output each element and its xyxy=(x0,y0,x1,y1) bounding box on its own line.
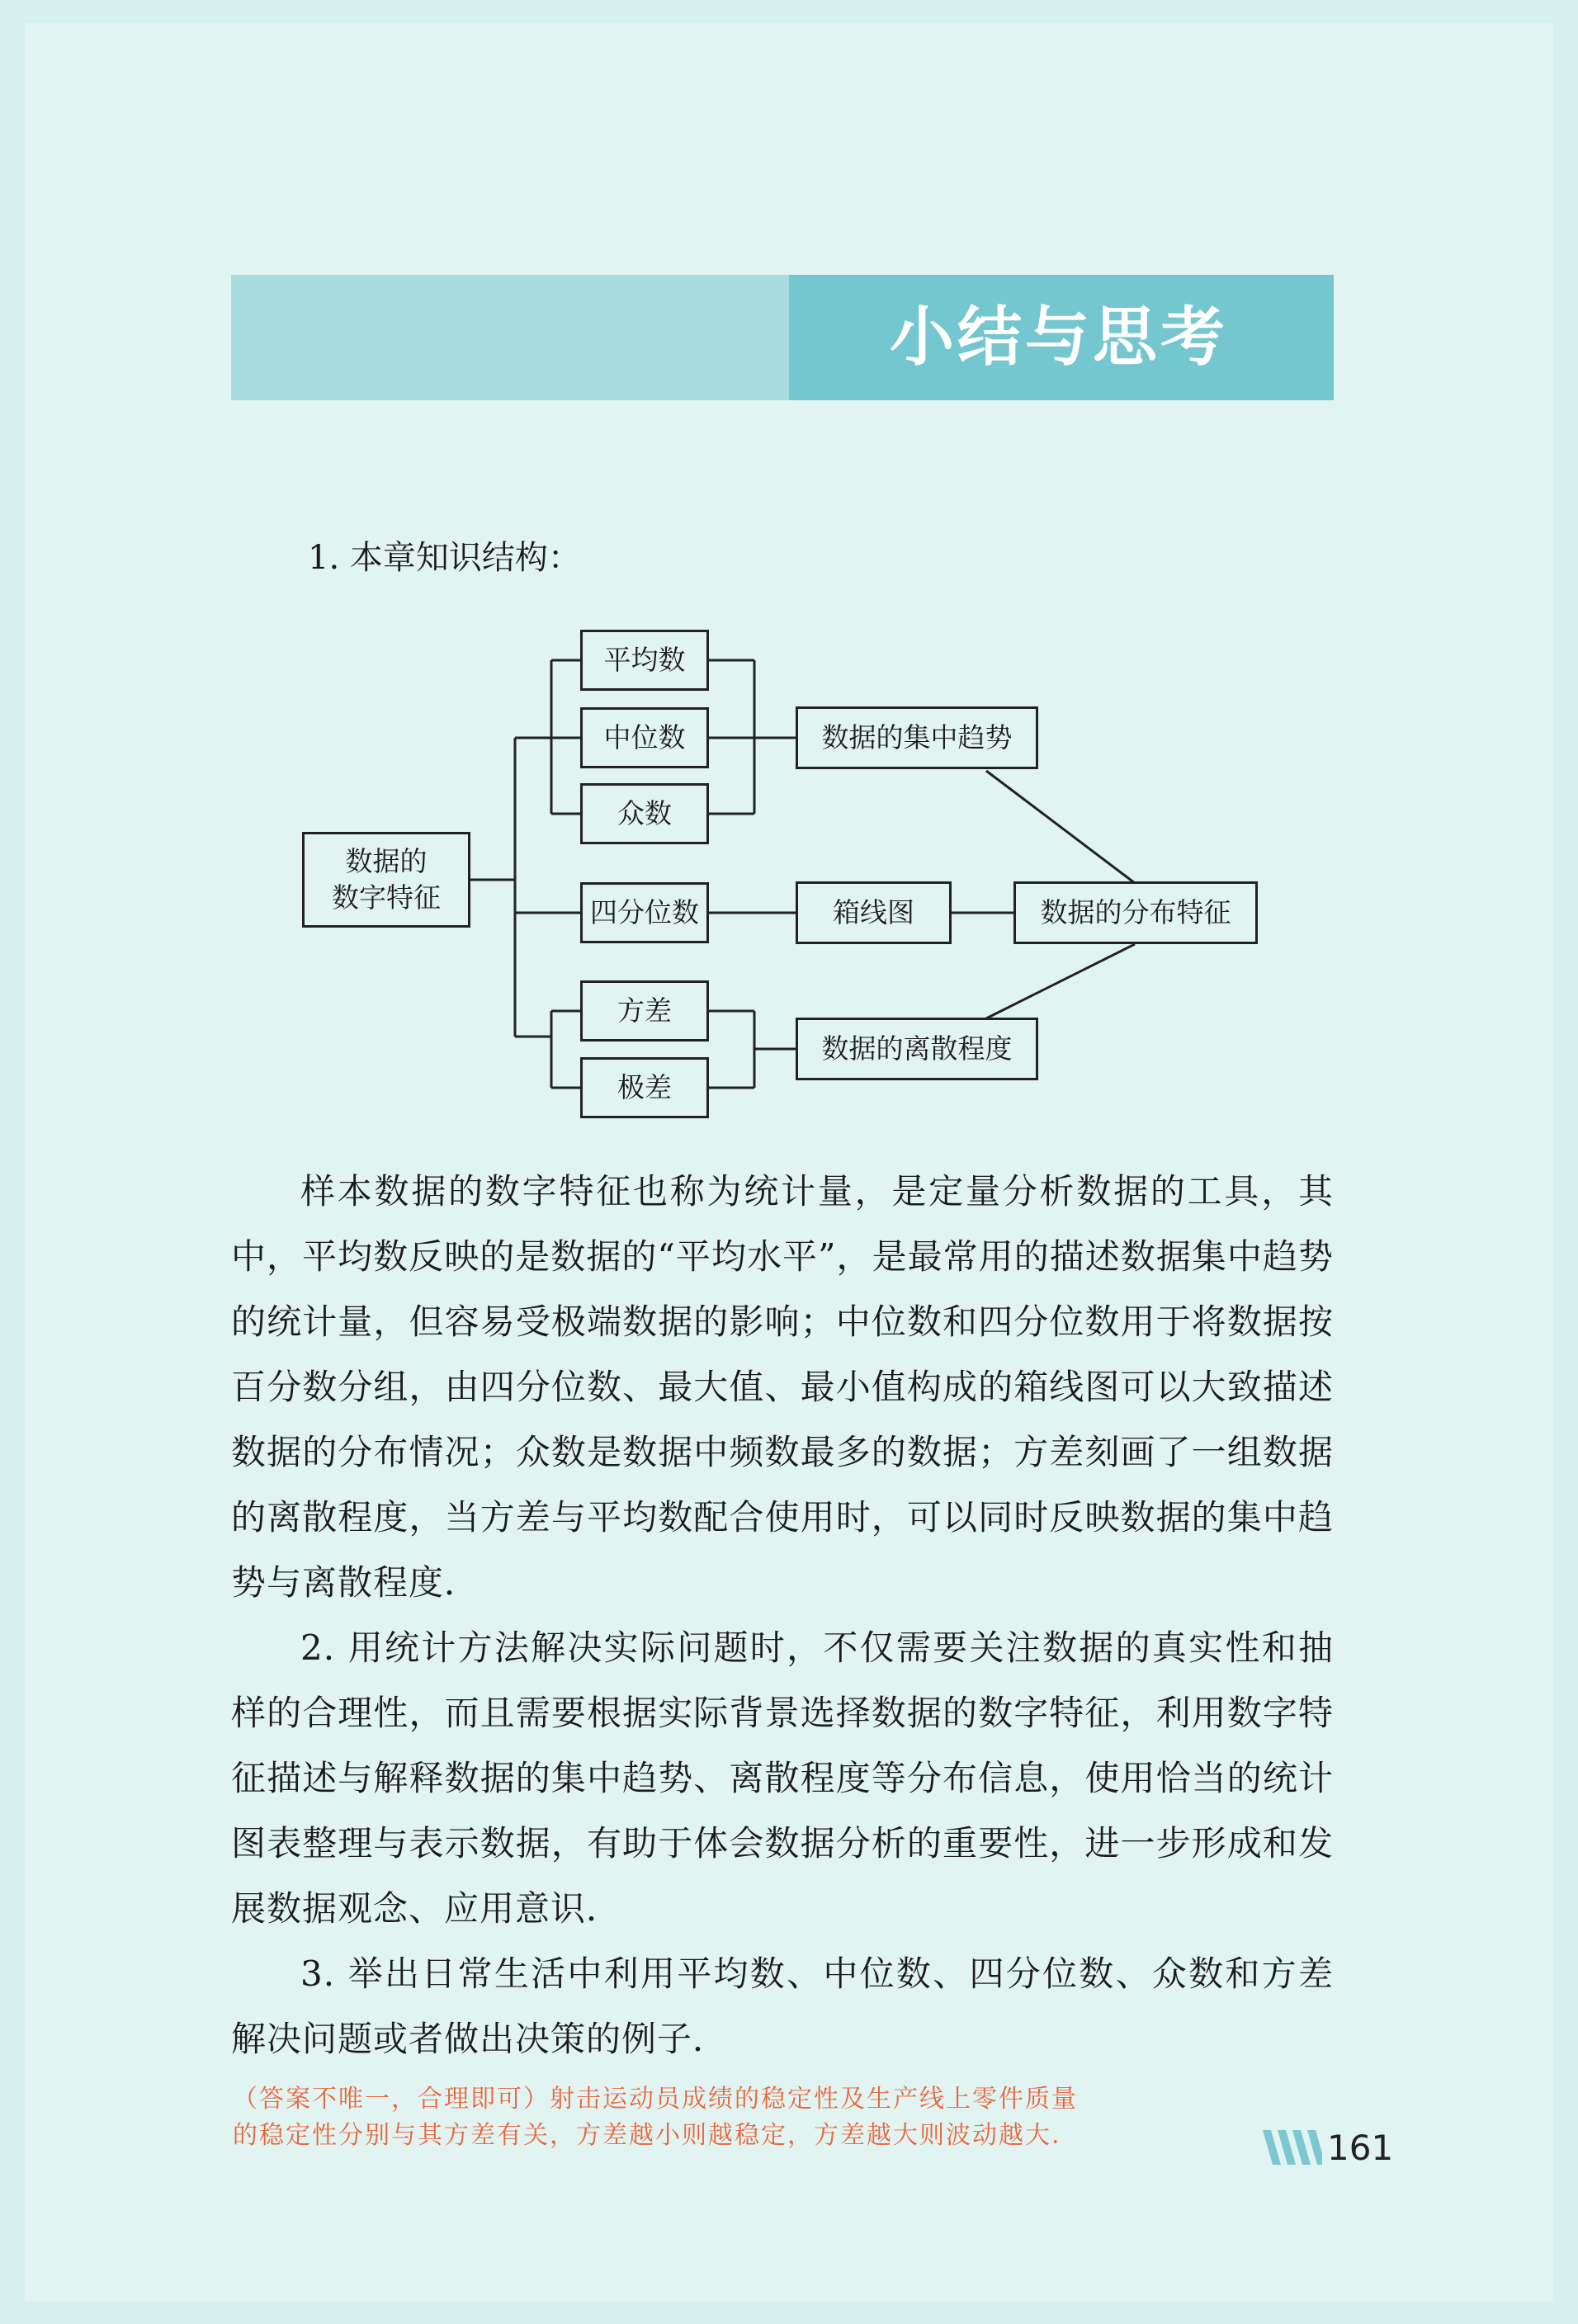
range-node xyxy=(580,1057,709,1118)
digital-features-label: 数据的 数字特征 xyxy=(332,845,441,914)
summary-paragraph xyxy=(231,1159,1334,1615)
answer-line-1: （答案不唯一，合理即可）射击运动员成绩的稳定性及生产线上零件质量 xyxy=(233,2085,1078,2114)
quartile-node xyxy=(580,882,709,943)
title-banner xyxy=(231,275,1334,400)
central-tendency-label: 数据的集中趋势 xyxy=(821,721,1013,753)
paragraph-item-3: 3. 举出日常生活中利用平均数、中位数、四分位数、众数和方差解决问题或者做出决策的例子． xyxy=(231,1953,1334,2059)
mode-node xyxy=(580,783,709,844)
knowledge-structure-heading: 1. 本章知识结构： xyxy=(308,539,581,577)
item-3-paragraph xyxy=(231,1941,1334,2071)
stripes-icon xyxy=(1261,2127,1322,2168)
mean-label: 平均数 xyxy=(603,644,686,676)
boxplot-label: 箱线图 xyxy=(833,896,914,928)
dispersion-node xyxy=(796,1018,1038,1080)
median-label: 中位数 xyxy=(603,721,686,753)
paragraph-item-2: 2. 用统计方法解决实际问题时，不仅需要关注数据的真实性和抽样的合理性，而且需要根据实际背景选择数据的数字特征，利用数字特征描述与解释数据的集中趋势、离散程度等分布信息，使用恰当的统计图表整理与表示数据，有助于体会数据分析的重要性，进一步形成和发展数据观念、应用意识． xyxy=(231,1627,1334,1929)
section-title: 小结与思考 xyxy=(889,300,1228,375)
quartile-label: 四分位数 xyxy=(590,896,699,928)
variance-label: 方差 xyxy=(617,994,672,1027)
page-number-text: 161 xyxy=(1327,2127,1394,2168)
item-2-paragraph xyxy=(231,1615,1334,1941)
range-label: 极差 xyxy=(617,1071,672,1103)
digital-features-node xyxy=(302,832,470,928)
paragraph-statistics: 样本数据的数字特征也称为统计量，是定量分析数据的工具，其中，平均数反映的是数据的“平均水平”，是最常用的描述数据集中趋势的统计量，但容易受极端数据的影响；中位数和四分位数用于将数据按百分数分组，由四分位数、最大值、最小值构成的箱线图可以大致描述数据的分布情况；众数是数据中频数最多的数据；方差刻画了一组数据的离散程度，当方差与平均数配合使用时，可以同时反映数据的集中趋势与离散程度． xyxy=(231,1171,1334,1603)
central-tendency-node xyxy=(796,706,1038,769)
distribution-label: 数据的分布特征 xyxy=(1040,896,1231,928)
answer-line-2: 的稳定性分别与其方差有关，方差越小则越稳定，方差越大则波动越大. xyxy=(233,2121,1061,2150)
boxplot-node xyxy=(796,881,952,944)
mean-node xyxy=(580,630,709,691)
median-node xyxy=(580,707,709,768)
mode-label: 众数 xyxy=(617,797,672,829)
answer-note xyxy=(233,2081,1223,2154)
dispersion-label: 数据的离散程度 xyxy=(821,1032,1013,1065)
distribution-node xyxy=(1013,881,1258,944)
variance-node xyxy=(580,980,709,1042)
page-number xyxy=(1261,2123,1393,2172)
